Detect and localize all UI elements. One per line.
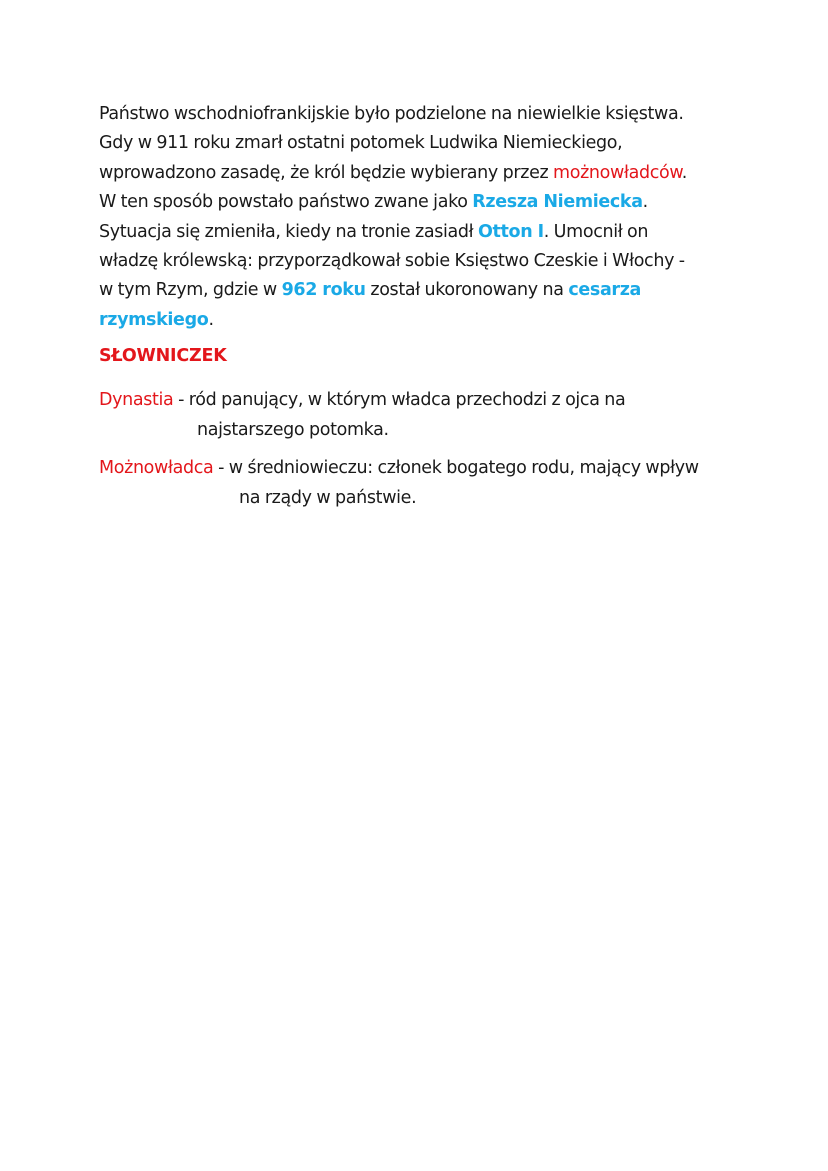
paragraph-text: w tym Rzym, gdzie w xyxy=(99,280,282,301)
glossary-definition-continuation: najstarszego potomka. xyxy=(197,419,389,440)
main-paragraph xyxy=(99,100,739,335)
paragraph-line xyxy=(99,188,739,217)
highlight-term-blue: Rzesza Niemiecka xyxy=(472,192,643,213)
paragraph-text: W ten sposób powstało państwo zwane jako xyxy=(99,192,473,213)
glossary-heading: SŁOWNICZEK xyxy=(99,346,227,366)
glossary-definition-continuation: na rządy w państwie. xyxy=(239,487,417,508)
paragraph-text: . xyxy=(642,192,648,213)
paragraph-text: wprowadzono zasadę, że król będzie wybierany przez xyxy=(99,162,554,183)
paragraph-text: władzę królewską: przyporządkował sobie Księstwo Czeskie i Włochy - xyxy=(99,251,685,272)
paragraph-line xyxy=(99,100,739,129)
paragraph-line xyxy=(99,129,739,158)
glossary-entry xyxy=(99,454,699,513)
glossary-definition: - w średniowieczu: członek bogatego rodu, mający wpływ xyxy=(213,458,699,478)
paragraph-line xyxy=(99,218,739,247)
highlight-term-blue: rzymskiego xyxy=(99,309,209,330)
paragraph-text: Sytuacja się zmieniła, kiedy na tronie zasiadł xyxy=(99,221,478,242)
highlight-term-blue: cesarza xyxy=(568,280,641,301)
paragraph-text: Państwo wschodniofrankijskie było podzielone na niewielkie księstwa. xyxy=(99,104,684,124)
paragraph-text: Gdy w 911 roku zmarł ostatni potomek Ludwika Niemieckiego, xyxy=(99,133,623,154)
glossary-entry xyxy=(99,386,625,445)
highlight-term-blue: 962 roku xyxy=(281,280,366,301)
paragraph-line xyxy=(99,306,739,335)
glossary-term: Możnowładca xyxy=(99,458,214,478)
highlight-term-red: możnowładców xyxy=(553,162,682,183)
paragraph-line xyxy=(99,247,739,276)
paragraph-text: . xyxy=(681,162,687,183)
glossary-entry-first-line xyxy=(99,390,625,410)
paragraph-text: . xyxy=(208,309,214,330)
glossary-term: Dynastia xyxy=(99,390,174,410)
paragraph-text: . Umocnił on xyxy=(543,221,649,242)
paragraph-line xyxy=(99,276,739,305)
glossary-entry-first-line xyxy=(99,458,699,478)
paragraph-text: został ukoronowany na xyxy=(365,280,569,301)
paragraph-line xyxy=(99,159,739,188)
glossary-definition: - ród panujący, w którym władca przechodzi z ojca na xyxy=(173,390,626,410)
highlight-term-blue: Otton I xyxy=(478,221,544,242)
